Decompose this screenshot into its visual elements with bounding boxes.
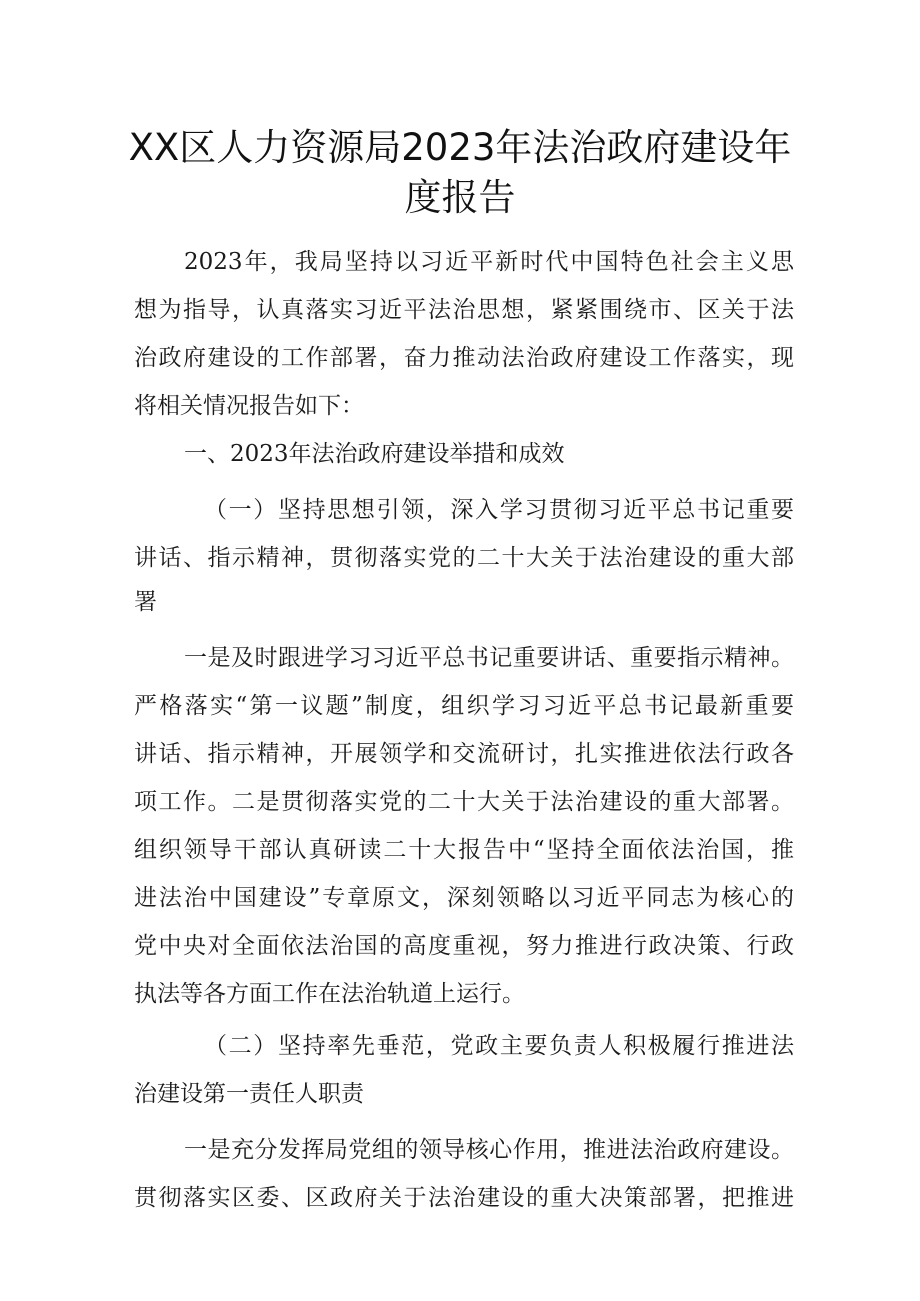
subsection-heading-line: （二）坚持率先垂范，党政主要负责人积极履行推进法 <box>204 1033 794 1059</box>
body-paragraph-line: 党中央对全面依法治国的高度重视，努力推进行政决策、行政 <box>134 933 794 959</box>
intro-paragraph-line: 治政府建设的工作部署，奋力推动法治政府建设工作落实，现 <box>134 345 794 371</box>
subsection-heading-line: 讲话、指示精神，贯彻落实党的二十大关于法治建设的重大部 <box>134 545 794 571</box>
subsection-heading-line: 署 <box>134 589 157 615</box>
document-title-line-1: XX区人力资源局2023年法治政府建设年 <box>128 126 792 169</box>
body-paragraph-line: 严格落实“第一议题”制度，组织学习习近平总书记最新重要 <box>134 693 794 719</box>
body-paragraph-line: 进法治中国建设”专章原文，深刻领略以习近平同志为核心的 <box>134 885 794 911</box>
body-paragraph-line: 组织领导干部认真研读二十大报告中“坚持全面依法治国，推 <box>134 837 794 863</box>
body-paragraph-line: 执法等各方面工作在法治轨道上运行。 <box>134 981 525 1007</box>
body-paragraph-line: 讲话、指示精神，开展领学和交流研讨，扎实推进依法行政各 <box>134 741 794 767</box>
section-heading: 一、2023年法治政府建设举措和成效 <box>184 441 565 467</box>
body-paragraph-line: 项工作。二是贯彻落实党的二十大关于法治建设的重大部署。 <box>134 789 794 815</box>
body-paragraph-line: 贯彻落实区委、区政府关于法治建设的重大决策部署，把推进 <box>134 1185 794 1211</box>
body-paragraph-line: 一是及时跟进学习习近平总书记重要讲话、重要指示精神。 <box>184 645 794 671</box>
subsection-heading-line: 治建设第一责任人职责 <box>134 1081 364 1107</box>
intro-paragraph-line: 2023年，我局坚持以习近平新时代中国特色社会主义思 <box>184 249 794 275</box>
subsection-heading-line: （一）坚持思想引领，深入学习贯彻习近平总书记重要 <box>204 497 794 523</box>
intro-paragraph-line: 想为指导，认真落实习近平法治思想，紧紧围绕市、区关于法 <box>134 297 794 323</box>
body-paragraph-line: 一是充分发挥局党组的领导核心作用，推进法治政府建设。 <box>184 1137 794 1163</box>
document-title-line-2: 度报告 <box>404 176 516 219</box>
intro-paragraph-line: 将相关情况报告如下： <box>134 393 364 419</box>
